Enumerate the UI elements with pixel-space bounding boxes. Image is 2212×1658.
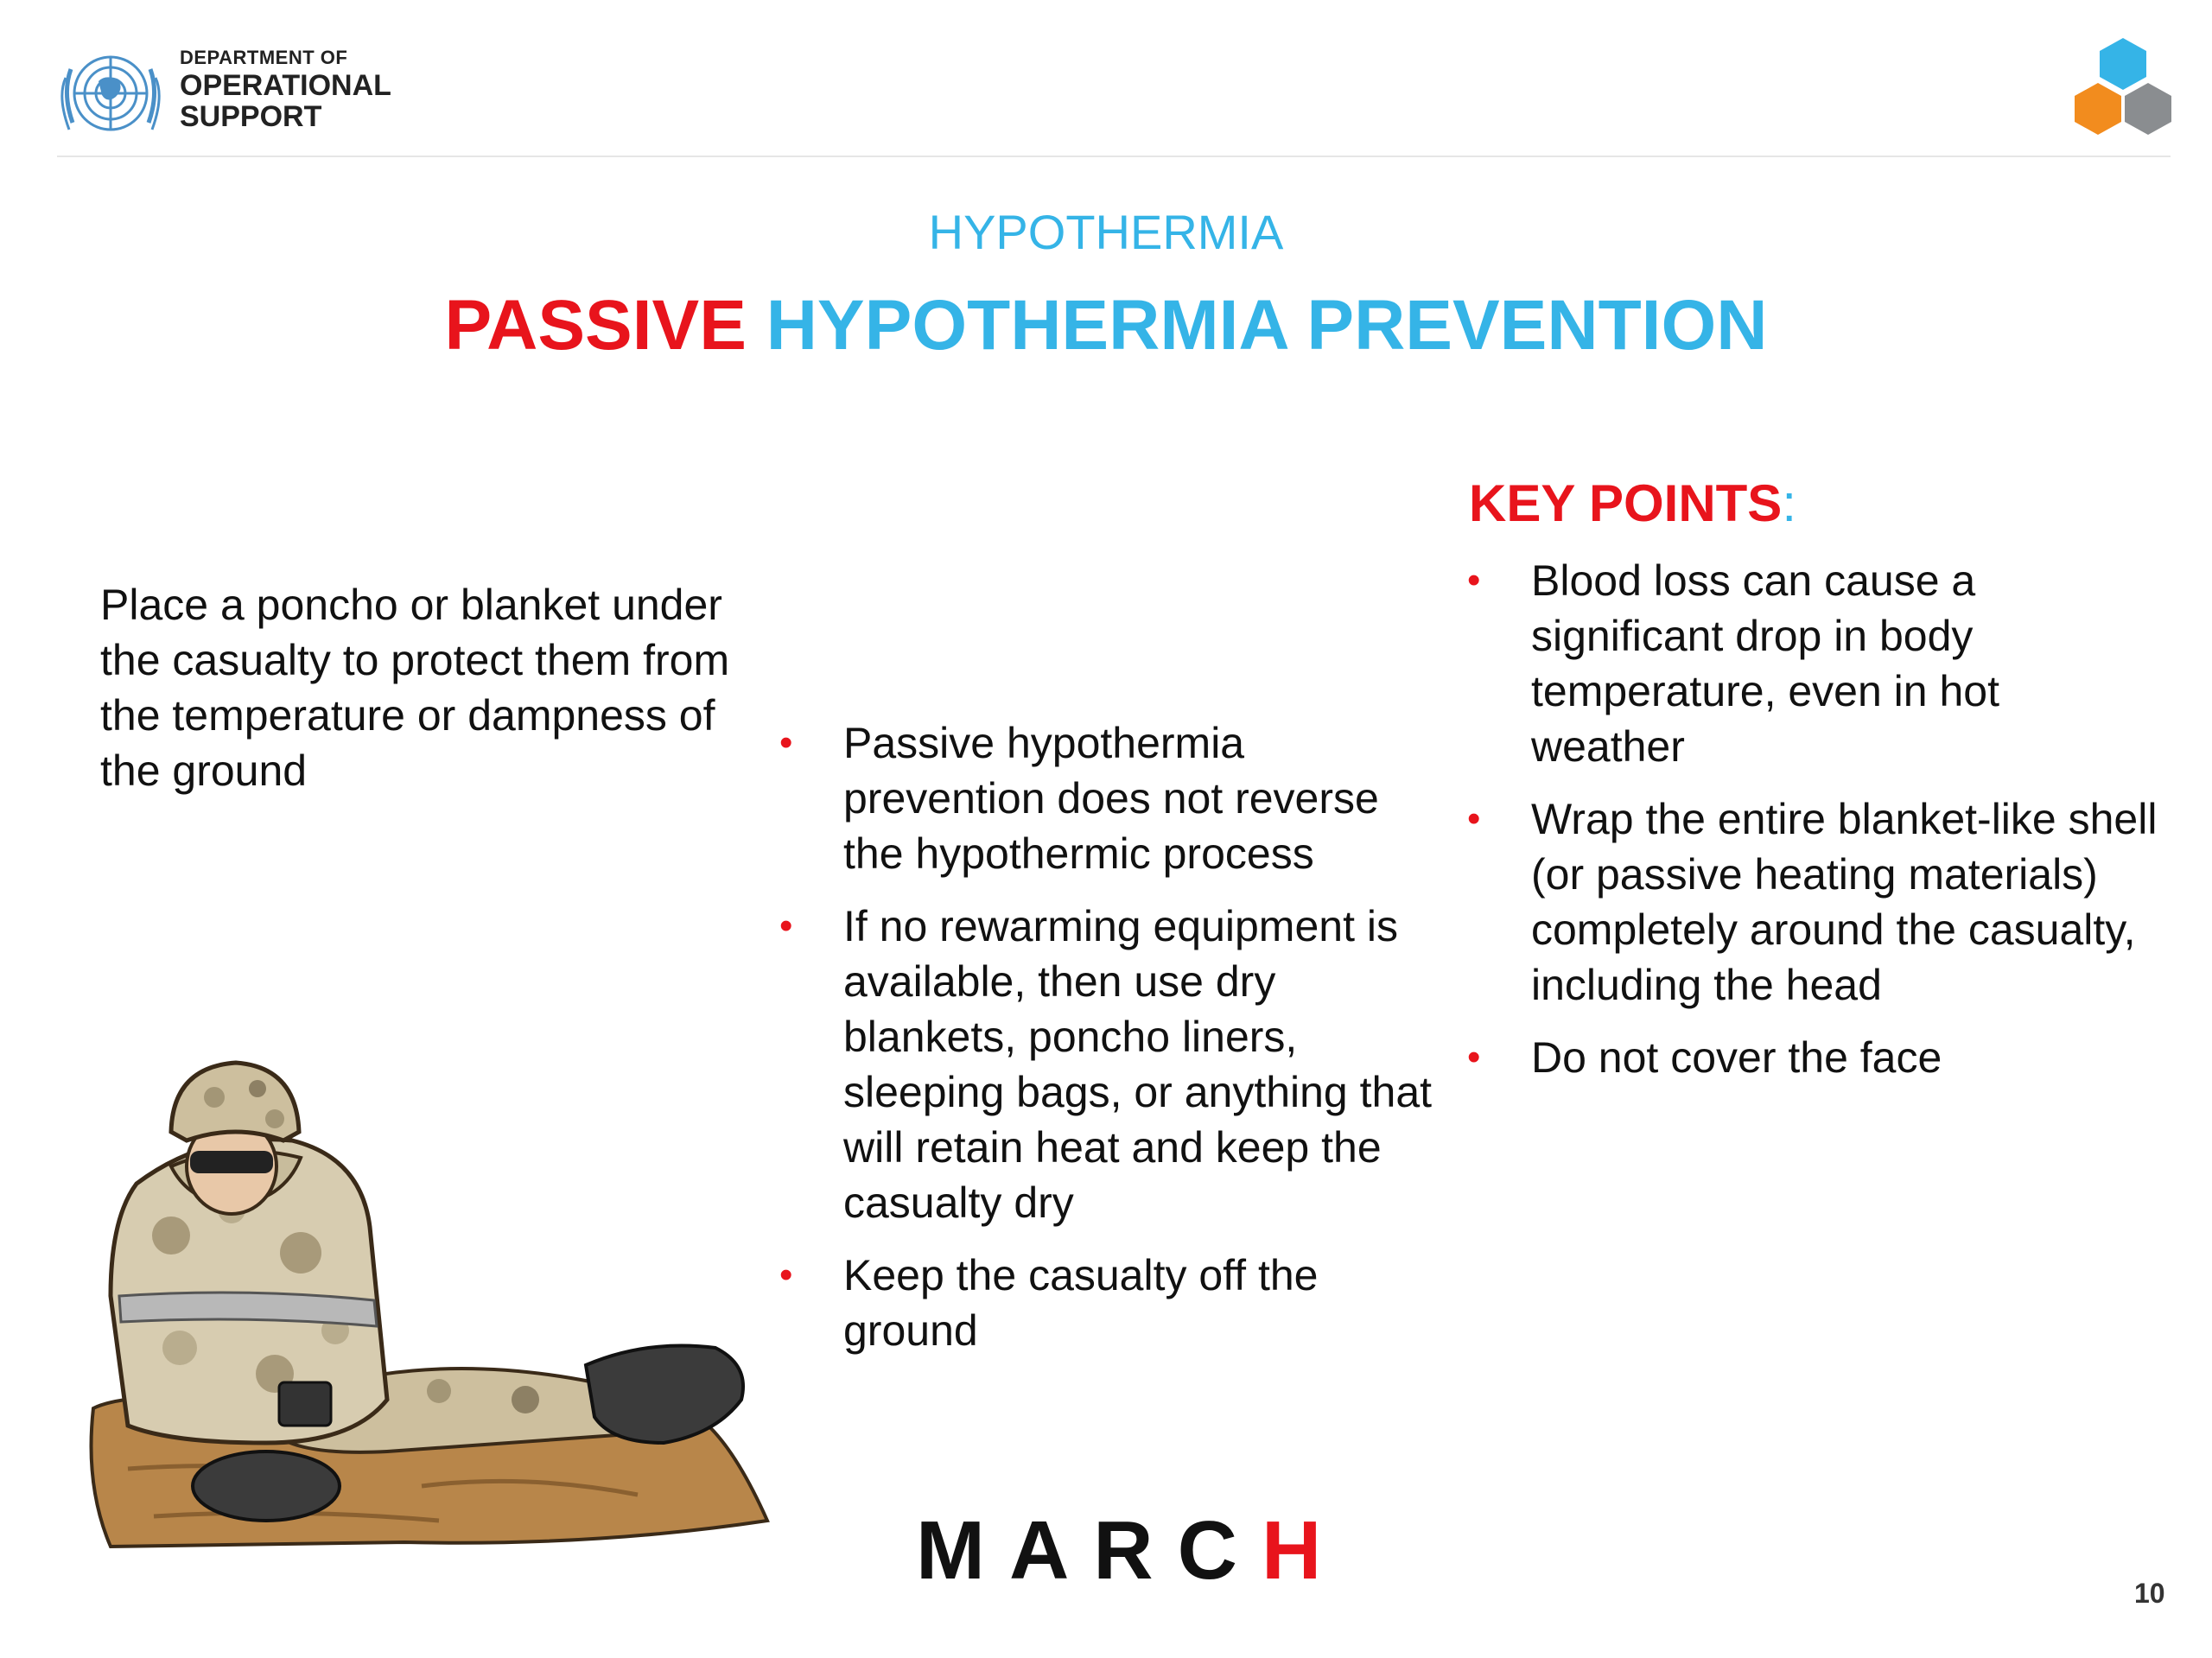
bullet-icon: • <box>1467 559 1481 601</box>
bullet-icon: • <box>1467 797 1481 840</box>
soldier-wrapped-in-blanket-illustration <box>76 1037 785 1555</box>
department-logo-text <box>180 48 391 131</box>
slide-subtitle: HYPOTHERMIA <box>928 205 1284 259</box>
list-item: • If no rewarming equipment is available, then use dry blankets, poncho liners, sleeping bags, or anything that will retain heat and keep the casualty dry <box>779 899 1436 1230</box>
list-item: • Blood loss can cause a significant drop in body temperature, even in hot weather <box>1467 553 2158 774</box>
march-letters: MARC <box>916 1504 1262 1597</box>
march-mnemonic <box>916 1503 1345 1598</box>
dept-line-2: OPERATIONAL <box>180 69 391 102</box>
list-item: • Passive hypothermia prevention does not reverse the hypothermic process <box>779 715 1436 881</box>
list-item: • Wrap the entire blanket-like shell (or passive heating materials) completely around the casualty, including the head <box>1467 791 2158 1013</box>
dept-line-3: SUPPORT <box>180 100 322 133</box>
march-highlight-letter: H <box>1261 1504 1346 1597</box>
list-item: • Keep the casualty off the ground <box>779 1248 1436 1358</box>
header-divider <box>57 156 2171 157</box>
list-item: • Do not cover the face <box>1467 1030 2158 1085</box>
key-points-heading: KEY POINTS: <box>1469 474 1796 532</box>
middle-bullet-list <box>779 715 1436 1375</box>
hexagon-logo-icon <box>2067 35 2179 147</box>
bullet-icon: • <box>779 721 793 764</box>
slide-title <box>0 285 2212 366</box>
page-number: 10 <box>2134 1578 2165 1609</box>
bullet-icon: • <box>779 1254 793 1296</box>
un-emblem-icon <box>54 43 168 143</box>
title-blue-part: HYPOTHERMIA PREVENTION <box>766 286 1768 365</box>
title-red-part: PASSIVE <box>444 286 747 365</box>
dept-line-1: DEPARTMENT OF <box>180 47 348 68</box>
key-points-list <box>1467 553 2158 1102</box>
left-instruction-text: Place a poncho or blanket under the casualty to protect them from the temperature or dampness of the ground <box>100 581 730 795</box>
bullet-icon: • <box>779 905 793 947</box>
bullet-icon: • <box>1467 1036 1481 1078</box>
